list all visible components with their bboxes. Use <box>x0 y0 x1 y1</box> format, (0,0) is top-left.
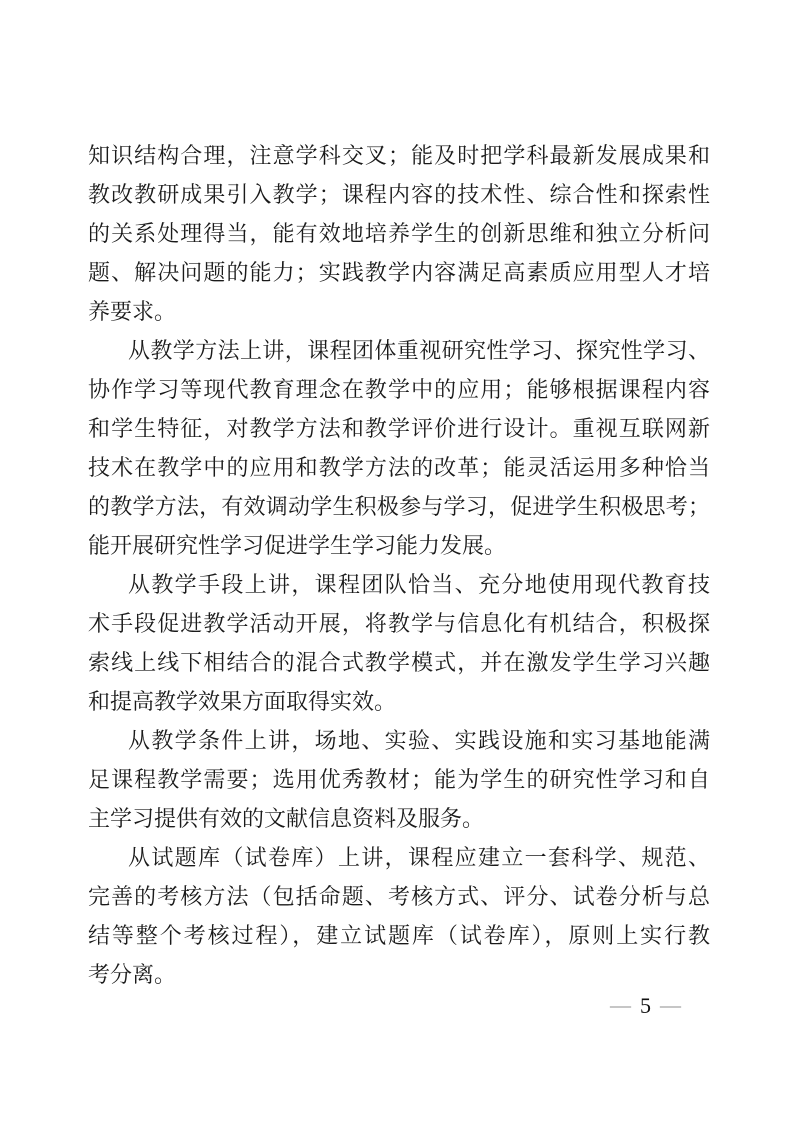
text-line: 考分离。 <box>88 962 177 987</box>
text-line: 的教学方法，有效调动学生积极参与学习，促进学生积极思考； <box>88 494 710 519</box>
paragraph <box>88 565 710 721</box>
page-number: 5 <box>640 993 651 1018</box>
text-line: 知识结构合理，注意学科交叉；能及时把学科最新发展成果和 <box>88 143 710 168</box>
text-line: 从教学方法上讲，课程团体重视研究性学习、探究性学习、 <box>128 338 710 363</box>
paragraph <box>88 838 710 994</box>
text-line: 和学生特征，对教学方法和教学评价进行设计。重视互联网新 <box>88 416 710 441</box>
text-line: 从教学手段上讲，课程团队恰当、充分地使用现代教育技 <box>128 572 710 597</box>
text-line: 主学习提供有效的文献信息资料及服务。 <box>88 806 485 831</box>
text-line: 从试题库（试卷库）上讲，课程应建立一套科学、规范、 <box>128 845 710 870</box>
text-line: 索线上线下相结合的混合式教学模式，并在激发学生学习兴趣 <box>88 650 710 675</box>
text-line: 协作学习等现代教育理念在教学中的应用；能够根据课程内容 <box>88 377 710 402</box>
text-line: 和提高教学效果方面取得实效。 <box>88 689 397 714</box>
text-line: 足课程教学需要；选用优秀教材；能为学生的研究性学习和自 <box>88 767 710 792</box>
page-number-dash-left: — <box>610 993 631 1017</box>
text-line: 结等整个考核过程），建立试题库（试卷库），原则上实行教 <box>88 923 710 948</box>
text-line: 养要求。 <box>88 299 177 324</box>
text-line: 技术在教学中的应用和教学方法的改革；能灵活运用多种恰当 <box>88 455 710 480</box>
text-line: 的关系处理得当，能有效地培养学生的创新思维和独立分析问 <box>88 221 710 246</box>
page-footer <box>610 995 681 1016</box>
document-body <box>88 136 710 994</box>
page-number-dash-right: — <box>660 993 681 1017</box>
paragraph <box>88 136 710 331</box>
text-line: 从教学条件上讲，场地、实验、实践设施和实习基地能满 <box>128 728 710 753</box>
text-line: 能开展研究性学习促进学生学习能力发展。 <box>88 533 507 558</box>
text-line: 教改教研成果引入教学；课程内容的技术性、综合性和探索性 <box>88 182 710 207</box>
text-line: 题、解决问题的能力；实践教学内容满足高素质应用型人才培 <box>88 260 710 285</box>
paragraph <box>88 331 710 565</box>
text-line: 术手段促进教学活动开展，将教学与信息化有机结合，积极探 <box>88 611 710 636</box>
paragraph <box>88 721 710 838</box>
text-line: 完善的考核方法（包括命题、考核方式、评分、试卷分析与总 <box>88 884 710 909</box>
